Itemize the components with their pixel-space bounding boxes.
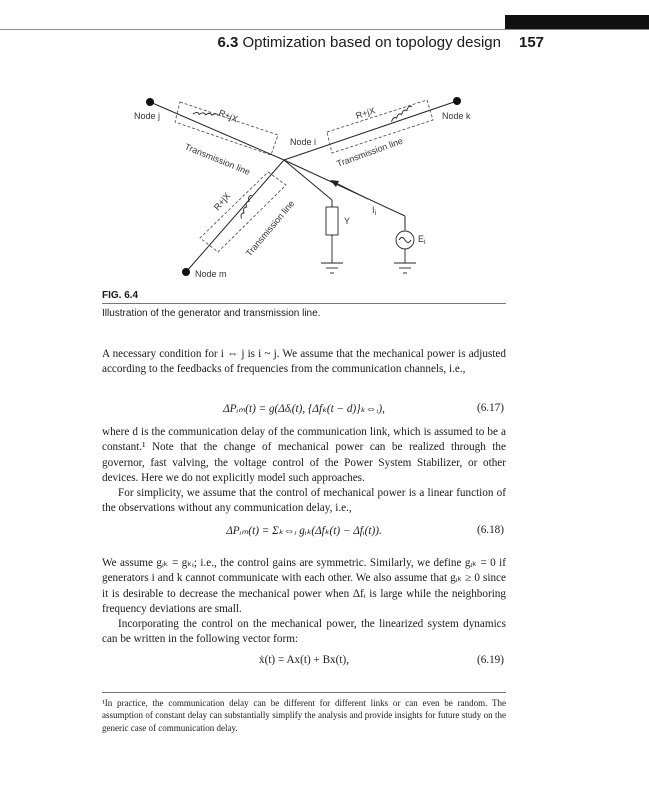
page-number: 157 [519, 34, 545, 51]
wire-i-e [284, 160, 405, 216]
line-box-m [200, 172, 286, 252]
equation-body: ΔPᵢₘ(t) = g(Δδᵢ(t), {Δfₖ(t − d)}ₖ⇔ᵢ), [223, 403, 385, 415]
wire-i-m [186, 160, 284, 272]
label-node-k: Node k [442, 111, 471, 121]
arrow-head-icon [330, 180, 339, 187]
running-header [217, 34, 501, 51]
paragraph-4: We assume gᵢₖ = gₖᵢ; i.e., the control gains are symmetric. Similarly, we define gᵢₖ = 0 if generators i and k cannot communicate with each other. We also assume that gᵢₖ ≥ 0 since it is desirable to decrease the mechanical power when Δfᵢ is large while the neighboring frequency deviations are small. [102, 557, 506, 615]
equation-body: ẋ(t) = Ax(t) + Bx(t), [259, 654, 349, 666]
label-impedance-k: R+jX [354, 105, 377, 121]
label-admittance: Y [344, 216, 351, 226]
figure-rule [102, 303, 506, 304]
inductor-m-icon [235, 195, 258, 219]
label-impedance-m: R+jX [211, 190, 233, 213]
equation-6-18 [102, 524, 506, 540]
label-line-m: Transmission line [243, 198, 297, 259]
footnote-rule [102, 692, 506, 693]
label-node-m: Node m [195, 269, 227, 279]
label-line-j: Transmission line [183, 141, 252, 177]
equation-6-19 [102, 654, 506, 670]
label-source: $E_i$ [418, 234, 426, 246]
wire-i-y [284, 160, 332, 200]
footnote: ¹In practice, the communication delay can be different for different links or can even be random. The assumption of constant delay can substantially simplify the analysis and provide insights for future study on the generic case of communication delay. [102, 698, 506, 733]
header-bar [505, 15, 649, 29]
equation-body: ΔPᵢₘ(t) = Σₖ⇔ᵢ gᵢₖ(Δfₖ(t) − Δfᵢ(t)). [226, 525, 382, 537]
equation-number: (6.17) [476, 402, 504, 414]
equation-6-17 [102, 402, 506, 418]
equation-number: (6.19) [476, 654, 504, 666]
admittance-box [326, 207, 338, 235]
header-rule [0, 29, 649, 30]
label-node-i: Node i [290, 137, 317, 147]
section-number: 6.3 [217, 34, 239, 51]
paragraph-2: where d is the communication delay of the communication link, which is assumed to be a constant.¹ Note that the change of mechanical power can be realized through the governor, fast valving, the voltage control of the Power System Stabilizer, or other devices. Here we do not explicitly model such approaches. [102, 426, 506, 484]
wire-j-i [150, 102, 284, 160]
figure-caption: Illustration of the generator and transmission line. [102, 308, 321, 319]
label-impedance-j: R+jX [217, 107, 240, 125]
node-j [146, 98, 154, 106]
equation-number: (6.18) [476, 524, 504, 536]
label-line-k: Transmission line [335, 135, 405, 169]
paragraph-1: A necessary condition for i ⇔ j is i ~ j. We assume that the mechanical power is adjusted according to the feedbacks of frequencies from the communication channels, i.e., [102, 348, 506, 376]
node-k [453, 97, 461, 105]
label-current: $I_i$ [372, 205, 377, 217]
node-m [182, 268, 190, 276]
paragraph-5: Incorporating the control on the mechanical power, the linearized system dynamics can be written in the following vector form: [102, 618, 506, 646]
figure-label: FIG. 6.4 [102, 290, 139, 301]
paragraph-3: For simplicity, we assume that the control of mechanical power is a linear function of the observations without any communication delay, i.e., [102, 487, 506, 515]
inductor-j-icon [193, 106, 219, 123]
circuit-diagram [100, 85, 480, 285]
label-node-j: Node j [134, 111, 161, 121]
section-title: Optimization based on topology design [242, 34, 501, 51]
